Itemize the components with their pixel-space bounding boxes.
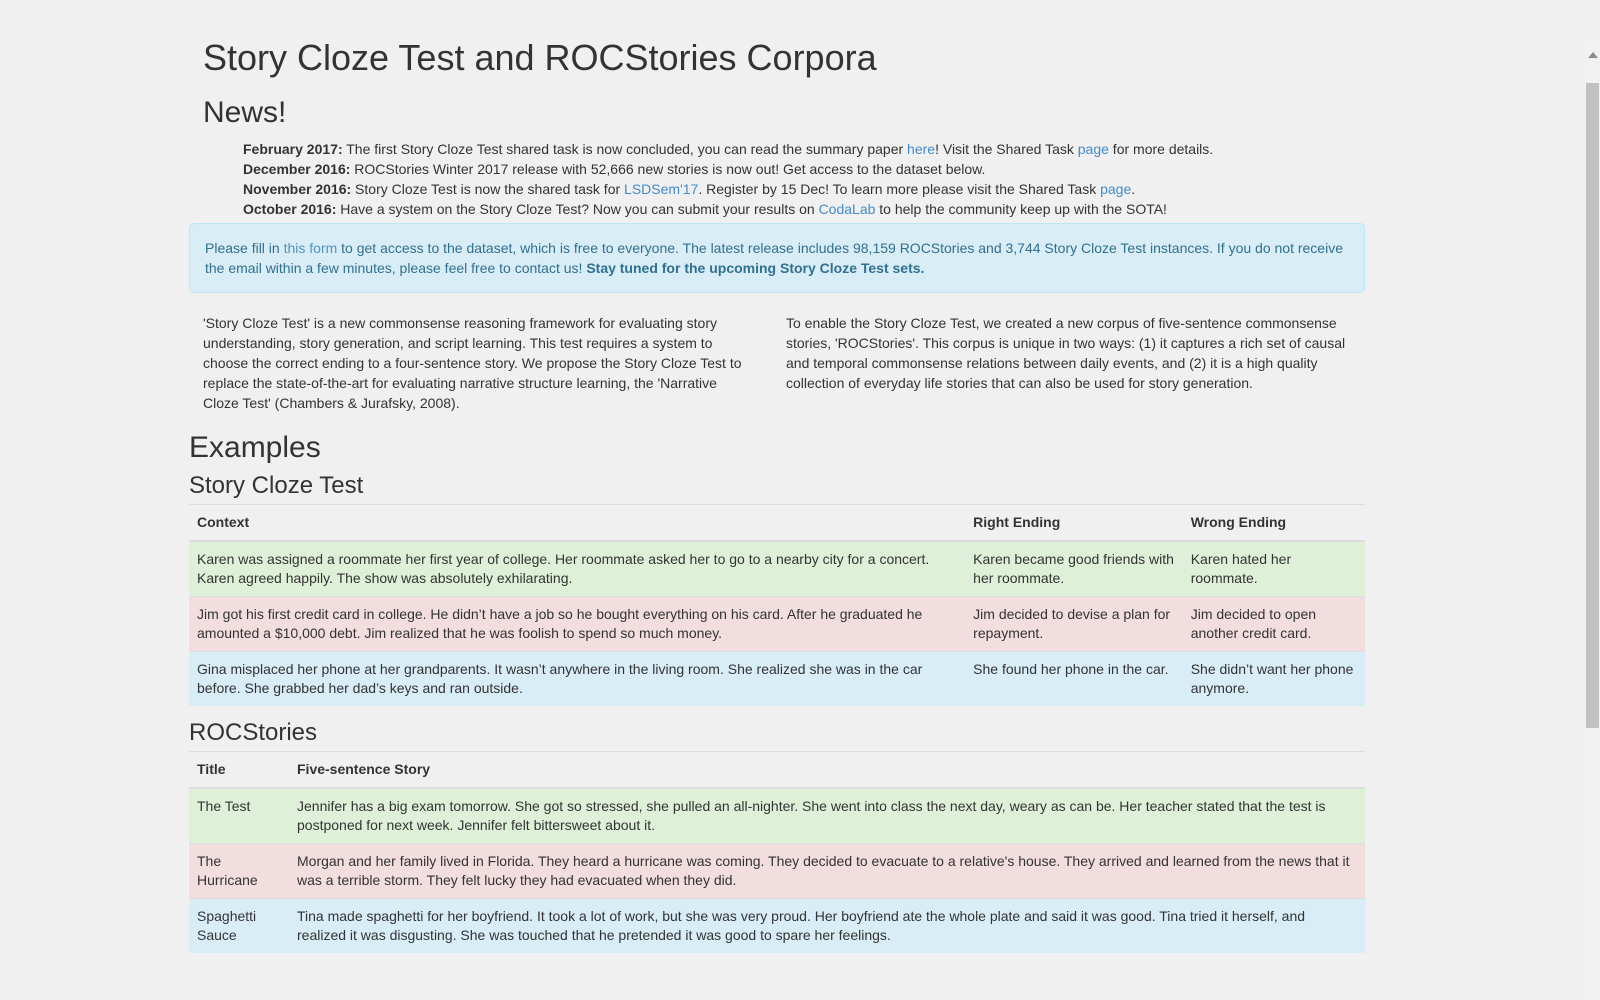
examples-heading: Examples xyxy=(189,431,321,464)
right-ending-cell: Karen became good friends with her roommate. xyxy=(965,541,1183,597)
dataset-access-alert xyxy=(189,223,1365,293)
intro-columns xyxy=(189,313,1365,413)
story-title-cell: The Test xyxy=(189,788,289,844)
vertical-scrollbar[interactable] xyxy=(1585,38,1600,1000)
news-date: February 2017: xyxy=(243,141,343,157)
table-header-row xyxy=(189,752,1365,789)
right-ending-cell: She found her phone in the car. xyxy=(965,652,1183,707)
news-text: Story Cloze Test is now the shared task for xyxy=(351,181,625,197)
wrong-ending-cell: Karen hated her roommate. xyxy=(1183,541,1365,597)
context-cell: Gina misplaced her phone at her grandparents. It wasn’t anywhere in the living room. She realized she was in the car before. She grabbed her dad’s keys and ran outside. xyxy=(189,652,965,707)
wrong-ending-cell: She didn’t want her phone anymore. xyxy=(1183,652,1365,707)
news-text: Have a system on the Story Cloze Test? Now you can submit your results on xyxy=(336,201,819,217)
table-row xyxy=(189,844,1365,899)
column-header-right-ending: Right Ending xyxy=(965,505,1183,542)
story-cell: Morgan and her family lived in Florida. They heard a hurricane was coming. They decided to evacuate to a relative's house. They arrived and learned from the news that it was a terrible storm. They felt lucky they had evacuated when they did. xyxy=(289,844,1365,899)
alert-text: Please fill in xyxy=(205,240,284,256)
news-item-nov-2016 xyxy=(243,179,1365,199)
lsdsem17-link[interactable]: LSDSem'17 xyxy=(624,181,699,197)
news-text: to help the community keep up with the SOTA! xyxy=(875,201,1167,217)
rocstories-heading: ROCStories xyxy=(189,719,318,746)
codalab-link[interactable]: CodaLab xyxy=(818,201,876,217)
news-date: November 2016: xyxy=(243,181,352,197)
column-header-context: Context xyxy=(189,505,965,542)
news-list xyxy=(203,139,1365,219)
intro-right-paragraph: To enable the Story Cloze Test, we created a new corpus of five-sentence commonsense stories, 'ROCStories'. This corpus is unique in two ways: (1) it captures a rich set of causal and temporal commonsense relations between daily events, and (2) it is a high quality collection of everyday life stories that can also be used for story generation. xyxy=(786,315,1346,391)
news-date: October 2016: xyxy=(243,201,337,217)
story-cell: Jennifer has a big exam tomorrow. She got so stressed, she pulled an all-nighter. She went into class the next day, weary as can be. Her teacher stated that the test is postponed for next week. Jennifer felt bittersweet about it. xyxy=(289,788,1365,844)
news-item-feb-2017 xyxy=(243,139,1365,159)
browser-page xyxy=(0,38,1600,1000)
story-title-cell: The Hurricane xyxy=(189,844,289,899)
news-text: for more details. xyxy=(1108,141,1214,157)
table-row xyxy=(189,899,1365,954)
news-date: December 2016: xyxy=(243,161,351,177)
news-text: . Register by 15 Dec! To learn more please visit the Shared Task xyxy=(698,181,1101,197)
table-row xyxy=(189,788,1365,844)
right-ending-cell: Jim decided to devise a plan for repayment. xyxy=(965,597,1183,652)
alert-text: to get access to the dataset, which is free to everyone. The latest release includes 98,159 ROCStories and 3,744 Story Cloze Test instances. If you do not receive the email within a few minutes, please feel free to contact us! xyxy=(205,240,1343,276)
news-text: ! Visit the Shared Task xyxy=(935,141,1078,157)
story-cloze-test-heading: Story Cloze Test xyxy=(189,472,364,499)
news-item-dec-2016 xyxy=(243,159,1365,179)
alert-bold-text: Stay tuned for the upcoming Story Cloze Test sets. xyxy=(586,260,925,276)
column-header-story: Five-sentence Story xyxy=(289,752,1365,789)
table-row xyxy=(189,597,1365,652)
summary-paper-link[interactable]: here xyxy=(907,141,936,157)
shared-task-page-link[interactable]: page xyxy=(1100,181,1132,197)
news-item-oct-2016 xyxy=(243,199,1365,219)
context-cell: Jim got his first credit card in college. He didn’t have a job so he bought everything on his card. After he graduated he amounted a $10,000 debt. Jim realized that he was foolish to spend so much money. xyxy=(189,597,965,652)
news-text: ROCStories Winter 2017 release with 52,666 new stories is now out! Get access to the dataset below. xyxy=(350,161,986,177)
rocstories-table xyxy=(189,751,1365,953)
news-text: . xyxy=(1131,181,1136,197)
story-title-cell: Spaghetti Sauce xyxy=(189,899,289,954)
page-title: Story Cloze Test and ROCStories Corpora xyxy=(203,37,877,78)
column-header-title: Title xyxy=(189,752,289,789)
story-cell: Tina made spaghetti for her boyfriend. It took a lot of work, but she was very proud. Her boyfriend ate the whole plate and said it was good. Tina tried it herself, and realized it was disgusting. She was touched that he pretended it was good to spare her feelings. xyxy=(289,899,1365,954)
column-header-wrong-ending: Wrong Ending xyxy=(1183,505,1365,542)
story-cloze-table xyxy=(189,504,1365,706)
table-header-row xyxy=(189,505,1365,542)
scroll-up-icon[interactable] xyxy=(1588,52,1598,58)
scrollbar-thumb[interactable] xyxy=(1586,83,1599,728)
this-form-link[interactable]: this form xyxy=(283,240,338,256)
context-cell: Karen was assigned a roommate her first year of college. Her roommate asked her to go to a nearby city for a concert. Karen agreed happily. The show was absolutely exhilarating. xyxy=(189,541,965,597)
news-heading: News! xyxy=(203,96,287,129)
news-text: The first Story Cloze Test shared task is now concluded, you can read the summary paper xyxy=(342,141,908,157)
table-row xyxy=(189,541,1365,597)
shared-task-page-link[interactable]: page xyxy=(1077,141,1109,157)
intro-left-paragraph: 'Story Cloze Test' is a new commonsense reasoning framework for evaluating story understanding, story generation, and script learning. This test requires a system to choose the correct ending to a four-sentence story. We propose the Story Cloze Test to replace the state-of-the-art for evaluating narrative structure learning, the 'Narrative Cloze Test' (Chambers & Jurafsky, 2008). xyxy=(203,315,742,411)
wrong-ending-cell: Jim decided to open another credit card. xyxy=(1183,597,1365,652)
table-row xyxy=(189,652,1365,707)
